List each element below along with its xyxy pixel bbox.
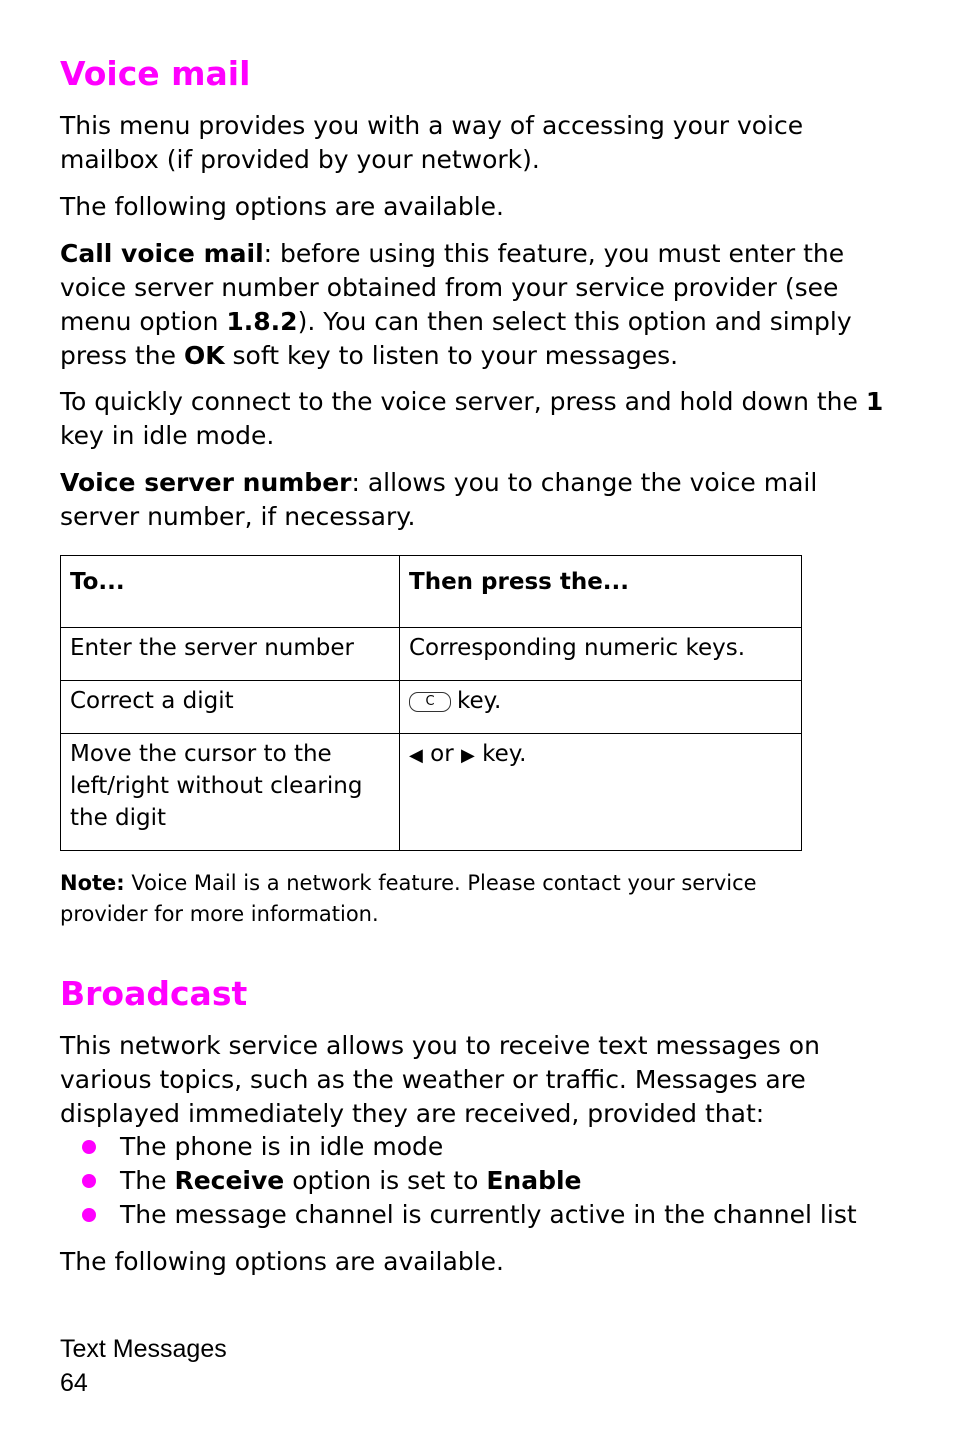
broadcast-heading: Broadcast [60,974,248,1013]
voice-server-number-paragraph: Voice server number: allows you to change the voice mail server number, if necessary. [60,468,818,531]
ok-key-label: OK [183,341,225,370]
receive-option-label: Receive [174,1166,285,1195]
table-cell-to: Correct a digit [61,681,400,734]
list-item: The phone is in idle mode [60,1130,920,1164]
broadcast-intro: This network service allows you to receive text messages on various topics, such as the weather or traffic. Messages are displayed immediately they are received, provided that: [60,1031,820,1128]
voice-mail-options-intro: The following options are available. [60,192,504,221]
table-cell-to: Enter the server number [61,628,400,681]
bullet-icon [82,1208,96,1222]
broadcast-conditions-list [60,1130,920,1232]
table-header-then: Then press the... [400,556,802,628]
key-one-label: 1 [865,387,884,416]
list-item: The message channel is currently active in the channel list [60,1198,920,1232]
voice-mail-intro: This menu provides you with a way of accessing your voice mailbox (if provided by your network). [60,111,804,174]
voice-server-number-label: Voice server number [60,468,352,497]
left-arrow-icon: ◀ [409,745,423,766]
c-key-icon: C [409,692,451,712]
footer-section-title: Text Messages [60,1335,227,1363]
enable-value-label: Enable [486,1166,582,1195]
note-label: Note: [60,871,125,895]
menu-option-number: 1.8.2 [226,307,298,336]
broadcast-options-intro: The following options are available. [60,1247,504,1276]
table-cell-then: C key. [400,681,802,734]
voice-mail-heading: Voice mail [60,54,251,93]
table-cell-then: ◀ or ▶ key. [400,734,802,851]
bullet-icon [82,1140,96,1154]
footer-page-number: 64 [60,1369,88,1397]
table-row [61,628,802,681]
table-cell-then: Corresponding numeric keys. [400,628,802,681]
table-cell-to: Move the cursor to the left/right without clearing the digit [61,734,400,851]
note-paragraph: Note: Voice Mail is a network feature. Please contact your service provider for more information. [60,871,757,926]
bullet-icon [82,1174,96,1188]
call-voice-mail-paragraph: Call voice mail: before using this feature, you must enter the voice server number obtained from your service provider (see menu option 1.8.2). You can then select this option and simply press the OK soft key to listen to your messages. [60,239,852,370]
table-header-row [61,556,802,628]
list-item: The Receive option is set to Enable [60,1164,920,1198]
call-voice-mail-label: Call voice mail [60,239,264,268]
right-arrow-icon: ▶ [461,745,475,766]
quick-connect-paragraph: To quickly connect to the voice server, press and hold down the 1 key in idle mode. [60,387,884,450]
table-row [61,681,802,734]
table-row [61,734,802,851]
voice-mail-key-table [60,555,802,851]
table-header-to: To... [61,556,400,628]
